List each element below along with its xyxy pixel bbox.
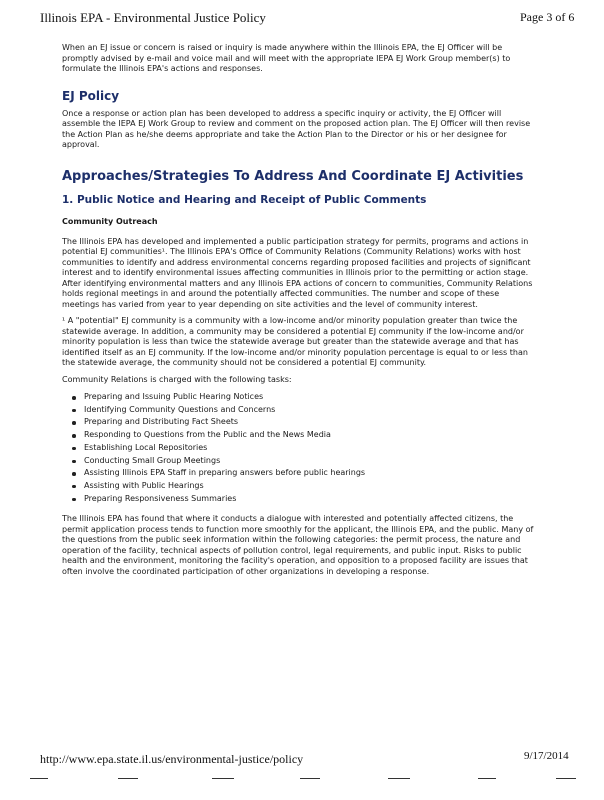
dialogue-paragraph: The Illinois EPA has found that where it conducts a dialogue with interested and potentially affected citizens, the permit application process tends to function more smoothly for the applicant, the Illinois EPA, and the public. Many of the questions from the public seek information within the following categories: the permit process, the nature and operation of the facility, technical aspects of pollution control, legal requirements, and public input. Risks to public health and the environment, monitoring the facility's operation, and opposition to a proposed facility are issues that often involve the coordinated participation of other organizations in developing a response. xyxy=(62,514,534,576)
list-item: Preparing and Issuing Public Hearing Notices xyxy=(72,391,534,404)
tasks-intro: Community Relations is charged with the following tasks: xyxy=(62,374,292,384)
footnote-paragraph: ¹ A "potential" EJ community is a community with a low-income and/or minority population greater than twice the statewide average. In addition, a community may be considered a potential EJ community if the low-income and/or minority population is less than twice the statewide average but greater than the statewide average and that has identified itself as an EJ community. If the low-income and/or minority population percentage is equal to or less than the statewide average, the community should not be considered a potential EJ community. xyxy=(62,316,528,367)
outreach-paragraph: The Illinois EPA has developed and implemented a public participation strategy for permits, programs and actions in potential EJ communities¹. The Illinois EPA's Office of Community Relations (Community Relations) works with host communities to identify and address environmental concerns regarding proposed facilities and projects of significant interest and to identify environmental issues affecting communities in Illinois prior to the permitting or action stage. After identifying environmental matters and any Illinois EPA actions of concern to communities, Community Relations holds regional meetings in and around the potentially affected communities. The number and scope of these meetings has varied from year to year depending on site activities and the level of community interest. xyxy=(62,236,533,309)
tasks-list xyxy=(62,391,534,505)
list-item: Establishing Local Repositories xyxy=(72,442,534,455)
public-notice-subheading: 1. Public Notice and Hearing and Receipt of Public Comments xyxy=(62,193,427,206)
scan-artifact-line xyxy=(30,778,48,779)
ej-policy-heading: EJ Policy xyxy=(62,88,120,103)
community-outreach-heading: Community Outreach xyxy=(62,216,158,226)
list-item: Identifying Community Questions and Concerns xyxy=(72,404,534,417)
page-header-title: Illinois EPA - Environmental Justice Policy xyxy=(40,10,266,25)
list-item: Conducting Small Group Meetings xyxy=(72,455,534,468)
list-item: Assisting Illinois EPA Staff in preparing answers before public hearings xyxy=(72,467,534,480)
list-item: Assisting with Public Hearings xyxy=(72,480,534,493)
list-item: Responding to Questions from the Public and the News Media xyxy=(72,429,534,442)
scan-artifact-line xyxy=(212,778,234,779)
ej-policy-paragraph: Once a response or action plan has been developed to address a specific inquiry or activity, the EJ Officer will assemble the IEPA EJ Work Group to review and comment on the proposed action plan. The EJ Officer will then revise the Action Plan as he/she deems appropriate and take the Action Plan to the Director or his or her designee for approval. xyxy=(62,108,531,149)
scan-artifact-line xyxy=(300,778,320,779)
scan-artifact-line xyxy=(478,778,496,779)
scan-artifact-line xyxy=(118,778,138,779)
intro-paragraph: When an EJ issue or concern is raised or inquiry is made anywhere within the Illinois EPA, the EJ Officer will be promptly advised by e-mail and voice mail and will meet with the appropriate IEPA EJ Work Group member(s) to formulate the Illinois EPA's actions and responses. xyxy=(62,43,511,73)
approaches-heading: Approaches/Strategies To Address And Coordinate EJ Activities xyxy=(62,168,524,184)
page-number: Page 3 of 6 xyxy=(520,10,575,24)
footer-date: 9/17/2014 xyxy=(524,750,569,762)
document-body xyxy=(62,43,534,583)
footer-url: http://www.epa.state.il.us/environmental-justice/policy xyxy=(40,752,304,766)
scan-artifact-line xyxy=(388,778,410,779)
list-item: Preparing and Distributing Fact Sheets xyxy=(72,416,534,429)
scan-artifact-line xyxy=(556,778,576,779)
list-item: Preparing Responsiveness Summaries xyxy=(72,493,534,506)
